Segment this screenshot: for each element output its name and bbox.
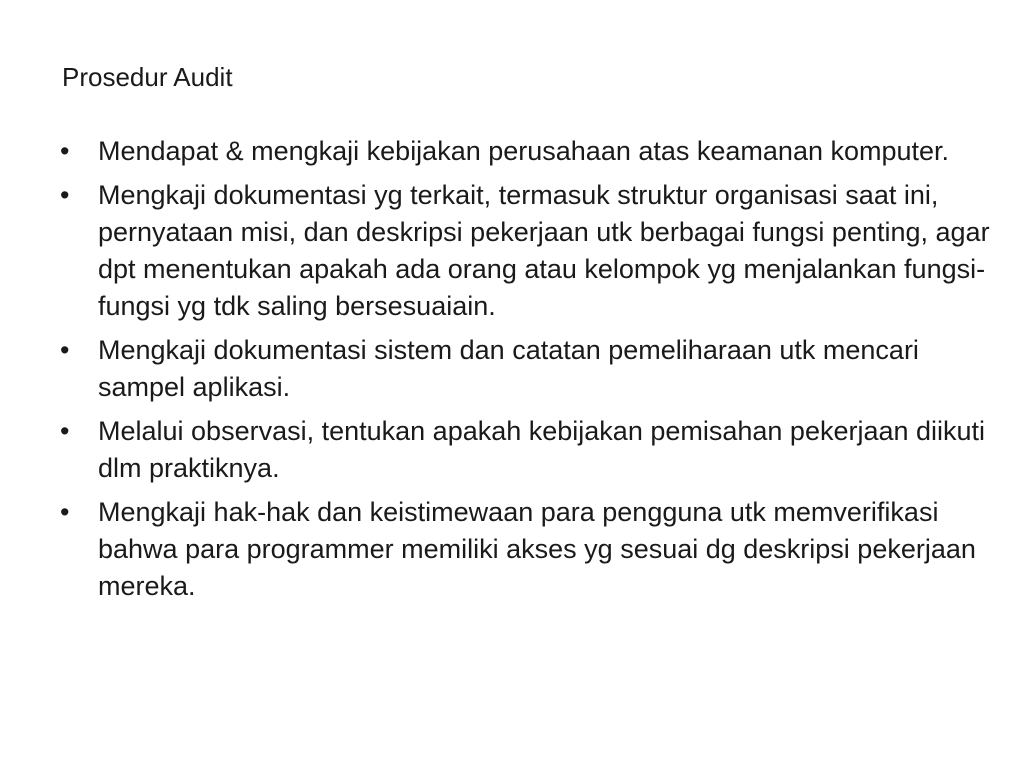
bullet-item [60,332,990,406]
bullet-text: Mendapat & mengkaji kebijakan perusahaan atas keamanan komputer. [98,136,950,166]
bullet-text: Melalui observasi, tentukan apakah kebijakan pemisahan pekerjaan diikuti dlm praktiknya. [98,416,986,483]
bullet-item [60,413,990,487]
bullet-item [60,177,990,325]
bullet-marker: • [60,416,70,446]
bullet-text: Mengkaji hak-hak dan keistimewaan para pengguna utk memverifikasi bahwa para programmer memiliki akses yg sesuai dg deskripsi pekerjaan mereka. [98,497,976,601]
bullet-text: Mengkaji dokumentasi yg terkait, termasuk struktur organisasi saat ini, pernyataan misi, dan deskripsi pekerjaan utk berbagai fungsi penting, agar dpt menentukan apakah ada orang atau kelompok yg menjalankan fungsi-fungsi yg tdk saling bersesuaiain. [98,180,990,321]
bullet-marker: • [60,180,70,210]
bullet-item [60,133,990,170]
bullet-text: Mengkaji dokumentasi sistem dan catatan pemeliharaan utk mencari sampel aplikasi. [98,335,919,402]
bullet-item [60,494,990,605]
bullet-marker: • [60,497,70,527]
bullet-list [60,133,990,612]
slide-title: Prosedur Audit [62,62,233,92]
bullet-marker: • [60,335,70,365]
bullet-marker: • [60,136,70,166]
